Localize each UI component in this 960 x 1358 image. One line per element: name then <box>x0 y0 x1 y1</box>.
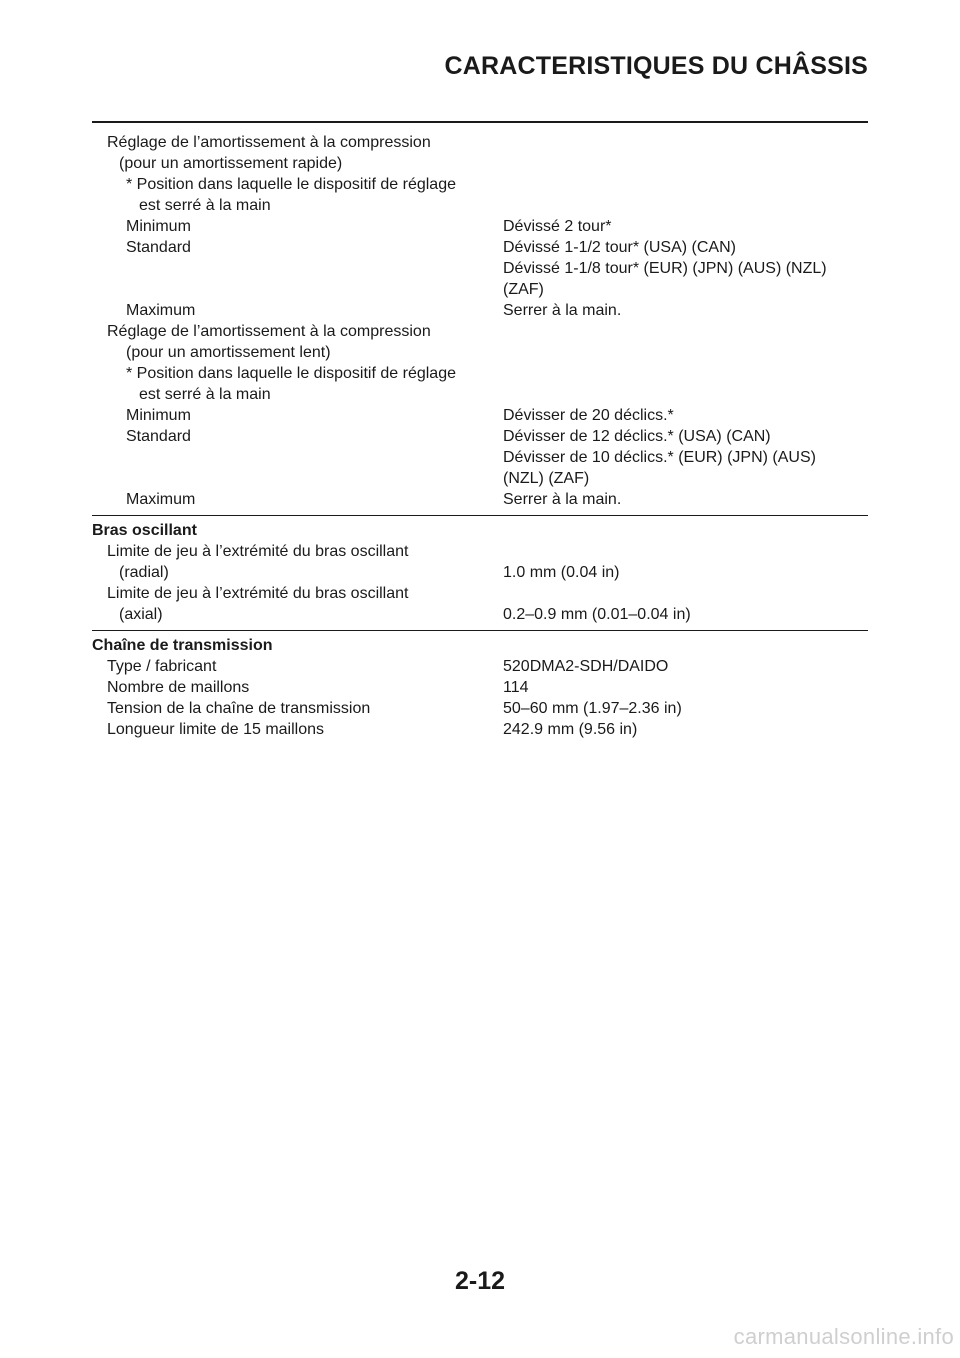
spec-label: Nombre de maillons <box>107 679 250 696</box>
page-header-title: CARACTERISTIQUES DU CHÂSSIS <box>444 52 868 80</box>
spec-row <box>92 698 868 719</box>
spec-value: Dévissé 2 tour* <box>503 218 612 235</box>
spec-label: * Position dans laquelle le dispositif de réglage <box>126 176 456 193</box>
spec-label: Réglage de l’amortissement à la compression <box>107 134 431 151</box>
spec-label: est serré à la main <box>139 386 271 403</box>
spec-row <box>92 677 868 698</box>
spec-label: Minimum <box>126 407 191 424</box>
spec-row <box>92 541 868 562</box>
spec-row <box>92 153 868 174</box>
spec-row <box>92 216 868 237</box>
section-heading-row <box>92 520 868 541</box>
spec-row <box>92 468 868 489</box>
spec-label: Limite de jeu à l’extrémité du bras oscillant <box>107 543 409 560</box>
page-number: 2-12 <box>454 1267 506 1295</box>
spec-row <box>92 489 868 510</box>
spec-label: Standard <box>126 239 191 256</box>
spec-label: (pour un amortissement rapide) <box>119 155 343 172</box>
spec-row <box>92 342 868 363</box>
section-heading-row <box>92 635 868 656</box>
spec-row <box>92 237 868 258</box>
spec-row <box>92 656 868 677</box>
spec-label: Minimum <box>126 218 191 235</box>
spec-value: Dévisser de 12 déclics.* (USA) (CAN) <box>503 428 771 445</box>
spec-value: Dévisser de 20 déclics.* <box>503 407 674 424</box>
spec-label: * Position dans laquelle le dispositif de réglage <box>126 365 456 382</box>
spec-label: Maximum <box>126 302 196 319</box>
spec-value: 520DMA2-SDH/DAIDO <box>503 658 669 675</box>
spec-value: Dévisser de 10 déclics.* (EUR) (JPN) (AUS) <box>503 449 816 466</box>
spec-row <box>92 583 868 604</box>
spec-label: (axial) <box>119 606 163 623</box>
spec-value: 1.0 mm (0.04 in) <box>503 564 620 581</box>
spec-value: 114 <box>503 679 529 696</box>
section-heading: Bras oscillant <box>92 522 197 539</box>
spec-row <box>92 447 868 468</box>
spec-row <box>92 279 868 300</box>
section-heading: Chaîne de transmission <box>92 637 273 654</box>
spec-content <box>92 132 868 740</box>
section-divider <box>92 515 868 516</box>
spec-label: Standard <box>126 428 191 445</box>
header-rule <box>92 121 868 123</box>
spec-value: Serrer à la main. <box>503 491 622 508</box>
spec-value: Serrer à la main. <box>503 302 622 319</box>
spec-row <box>92 604 868 625</box>
spec-row <box>92 258 868 279</box>
footer-watermark: carmanualsonline.info <box>733 1324 954 1349</box>
spec-row <box>92 426 868 447</box>
spec-row <box>92 719 868 740</box>
spec-label: Réglage de l’amortissement à la compression <box>107 323 431 340</box>
spec-value: 242.9 mm (9.56 in) <box>503 721 638 738</box>
spec-value: Dévissé 1-1/8 tour* (EUR) (JPN) (AUS) (NZL) <box>503 260 827 277</box>
spec-label: (radial) <box>119 564 169 581</box>
spec-label: Limite de jeu à l’extrémité du bras oscillant <box>107 585 409 602</box>
spec-value: 50–60 mm (1.97–2.36 in) <box>503 700 682 717</box>
spec-label: Longueur limite de 15 maillons <box>107 721 325 738</box>
spec-row <box>92 174 868 195</box>
spec-row <box>92 300 868 321</box>
spec-value: 0.2–0.9 mm (0.01–0.04 in) <box>503 606 691 623</box>
spec-row <box>92 405 868 426</box>
spec-row <box>92 562 868 583</box>
spec-label: Type / fabricant <box>107 658 217 675</box>
spec-row <box>92 321 868 342</box>
spec-label: Tension de la chaîne de transmission <box>107 700 371 717</box>
spec-row <box>92 384 868 405</box>
spec-row <box>92 195 868 216</box>
spec-row <box>92 363 868 384</box>
spec-label: (pour un amortissement lent) <box>126 344 331 361</box>
spec-row <box>92 132 868 153</box>
spec-value: (NZL) (ZAF) <box>503 470 590 487</box>
spec-value: (ZAF) <box>503 281 544 298</box>
section-divider <box>92 630 868 631</box>
spec-value: Dévissé 1-1/2 tour* (USA) (CAN) <box>503 239 736 256</box>
spec-label: Maximum <box>126 491 196 508</box>
spec-label: est serré à la main <box>139 197 271 214</box>
